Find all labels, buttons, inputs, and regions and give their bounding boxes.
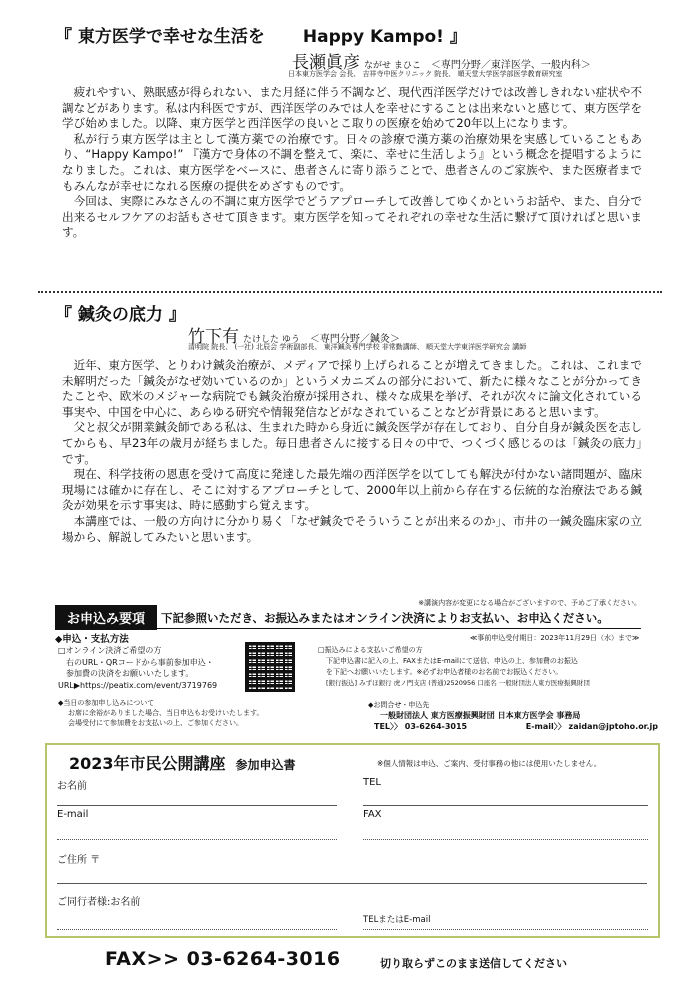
section2-paragraph: 現在、科学技術の恩恵を受けて高度に発達した最先端の西洋医学を以てしても解決が付かない諸問題が、臨床現場には確かに存在し、そこに対するアプローチとして、2000年以上前から存在する伝統的な治療法である鍼灸が効果を示す事実は、時に感動すら覚えます。: [62, 467, 642, 513]
contact-head: ◆お問合せ・申込先: [368, 701, 430, 709]
companion-name-field[interactable]: [57, 929, 337, 930]
deadline: ≪事前申込受付期日：2023年11月29日（水）まで≫: [470, 634, 640, 642]
sameday-line: 会場受付にて参加費をお支払いの上、ご参加ください。: [68, 719, 243, 727]
form-title: 2023年市民公開講座: [69, 754, 226, 773]
contact-org: 一般財団法人 東方医療振興財団 日本東方医学会 事務局: [380, 711, 581, 720]
tel-label: TEL: [363, 777, 381, 788]
name-label: お名前: [57, 781, 87, 792]
online-block: [58, 645, 243, 691]
apply-text: 下記参照いただき、お振込みまたはオンライン決済によりお支払い、お申込ください。: [161, 610, 609, 625]
section1-paragraph: 今回は、実際にみなさんの不調に東方医学でどうアプローチして改善してゆくかというお話や、また、自分で出来るセルフケアのお話もさせて頂きます。東方医学を知ってそれぞれの幸せな生活に繋げて頂ければと思います。: [62, 194, 642, 240]
speaker2-field: ＜専門分野／鍼灸＞: [309, 334, 400, 345]
section2-paragraph: 近年、東方医学、とりわけ鍼灸治療が、メディアで採り上げられることが増えてきました。これは、これまで未解明だった「鍼灸がなぜ効いているのか」というメカニズムの部分において、新たに様々なことが分かってきたことや、欧米のメジャーな病院でも鍼灸治療が採用され、様々な成果を挙げ、それが次々に論文化されている事実や、中国を中心に、あらゆる研究や情報発信などがなされていることなどが背景にあると思います。: [62, 358, 642, 419]
form-heading: [69, 751, 296, 774]
fax-note: 切り取らずこのまま送信してください: [380, 957, 567, 970]
change-notice: ※講演内容が変更になる場合がございますので、予めご了承ください。: [418, 599, 641, 607]
email-field[interactable]: [57, 839, 337, 840]
fax-number: FAX>> 03-6264-3016: [105, 948, 341, 970]
speaker1-furigana: ながせ まひこ: [364, 61, 421, 71]
contact-email[interactable]: E-mail〉〉 zaidan@jptoho.or.jp: [525, 722, 658, 731]
privacy-note: ※個人情報は申込、ご案内、受付事務の他には使用いたしません。: [377, 759, 602, 768]
apply-underline: [55, 628, 641, 629]
section1-paragraph: 私が行う東方医学は主として漢方薬での治療です。日々の診療で漢方薬の治療効果を実感していることもあり、“Happy Kampo!” 『漢方で身体の不調を整えて、楽に、幸せに生活しよう』という概念を提唱するようになりました。これは、東方医学をベースに、患者さんに寄り添うことで、患者さんのご家族や、また医療者までもみんなが幸せになれる医療の提供をめざすものです。: [62, 131, 642, 193]
contact-block: [368, 700, 658, 732]
speaker1-name: 長瀬眞彦: [292, 53, 360, 73]
bank-line: 下記申込書に記入の上、FAXまたはE-mailにて送信、申込の上、参加費のお振込: [326, 657, 578, 665]
sameday-head: ◆当日の参加申し込みについて: [58, 699, 155, 707]
contact-tel: TEL〉〉 03-6264-3015: [374, 722, 468, 731]
speaker1-affiliation: 日本東方医学会 会長、 吉祥寺中医クリニック 院長、 順天堂大学医学部医学教育研究室: [288, 70, 563, 78]
speaker2-affiliation: 清明院 院長、 (一社) 北辰会 学術副部長、 東洋鍼灸専門学校 非常勤講師、 順天堂大学東洋医学研究会 講師: [188, 343, 527, 351]
section2-body: [62, 358, 642, 545]
tel-field[interactable]: [363, 805, 648, 806]
section1-title: [55, 22, 467, 47]
bank-line: [銀行振込] みずほ銀行 虎ノ門支店 (普通)2520956 口座名 一般財団法人東方医療振興財団: [326, 679, 590, 687]
qr-code[interactable]: [245, 642, 295, 692]
online-url[interactable]: URL▶https://peatix.com/event/3719769: [58, 680, 218, 690]
fax-label: FAX: [363, 809, 382, 820]
speaker2-furigana: たけした ゆう: [243, 335, 300, 345]
section1-body: [62, 85, 642, 241]
online-line: 参加費の決済をお願いいたします。: [66, 669, 194, 678]
online-head: □オンライン決済ご希望の方: [58, 646, 162, 655]
apply-badge: お申込み要項: [55, 605, 157, 630]
section1-title-ja: 『 東方医学で幸せな生活を: [55, 27, 265, 47]
bank-head: □振込みによる支払いご希望の方: [318, 646, 423, 654]
sameday-block: [58, 698, 328, 728]
section2-title: 『 鍼灸の底力 』: [55, 305, 186, 325]
companion-contact-field[interactable]: [363, 929, 648, 930]
companion-label: ご同行者様:お名前: [57, 897, 141, 908]
name-field[interactable]: [57, 805, 337, 806]
section2-paragraph: 本講座では、一般の方向けに分かり易く「なぜ鍼灸でそういうことが出来るのか」、市井の一鍼灸臨床家の立場から、解説してみたいと思います。: [62, 513, 642, 544]
application-form: [45, 743, 660, 938]
address-label: ご住所 〒: [57, 855, 101, 866]
address-field[interactable]: [57, 883, 647, 884]
speaker1-field: ＜専門分野／東洋医学、一般内科＞: [430, 60, 591, 71]
apply-bar: [55, 605, 641, 630]
method-head: ◆申込・支払方法: [55, 634, 129, 645]
bank-line: を下記へお願いいたします。※必ずお申込者様のお名前でお振込ください。: [326, 668, 563, 676]
online-line: 右のURL・QRコードから事前参加申込・: [66, 657, 214, 667]
email-label: E-mail: [57, 809, 89, 820]
section2-paragraph: 父と叔父が開業鍼灸師である私は、生まれた時から身近に鍼灸医学が存在しており、自分自身が鍼灸医を志してからも、早23年の歳月が経ちました。毎日患者さんに接する日々の中で、つくづく感じるのは「鍼灸の底力」です。: [62, 420, 642, 466]
section1-paragraph: 疲れやすい、熟眠感が得られない、また月経に伴う不調など、現代西洋医学だけでは改善しきれない症状や不調などがあります。私は内科医ですが、西洋医学のみでは人を幸せにすることは出来ないと感じて、東方医学を学び始めました。以降、東方医学と西洋医学の良いとこ取りの医療を始めて20年以上になります。: [62, 85, 642, 131]
form-subtitle: 参加申込書: [235, 758, 296, 772]
fax-field[interactable]: [363, 839, 648, 840]
companion-contact-label: TELまたはE-mail: [363, 915, 431, 925]
speaker2-name: 竹下有: [188, 327, 239, 347]
section-divider: [38, 291, 662, 293]
section1-title-en: Happy Kampo! 』: [302, 27, 467, 47]
bank-block: [318, 645, 648, 689]
sameday-line: お席に余裕がありました場合、当日申込もお受けいたします。: [68, 709, 264, 717]
